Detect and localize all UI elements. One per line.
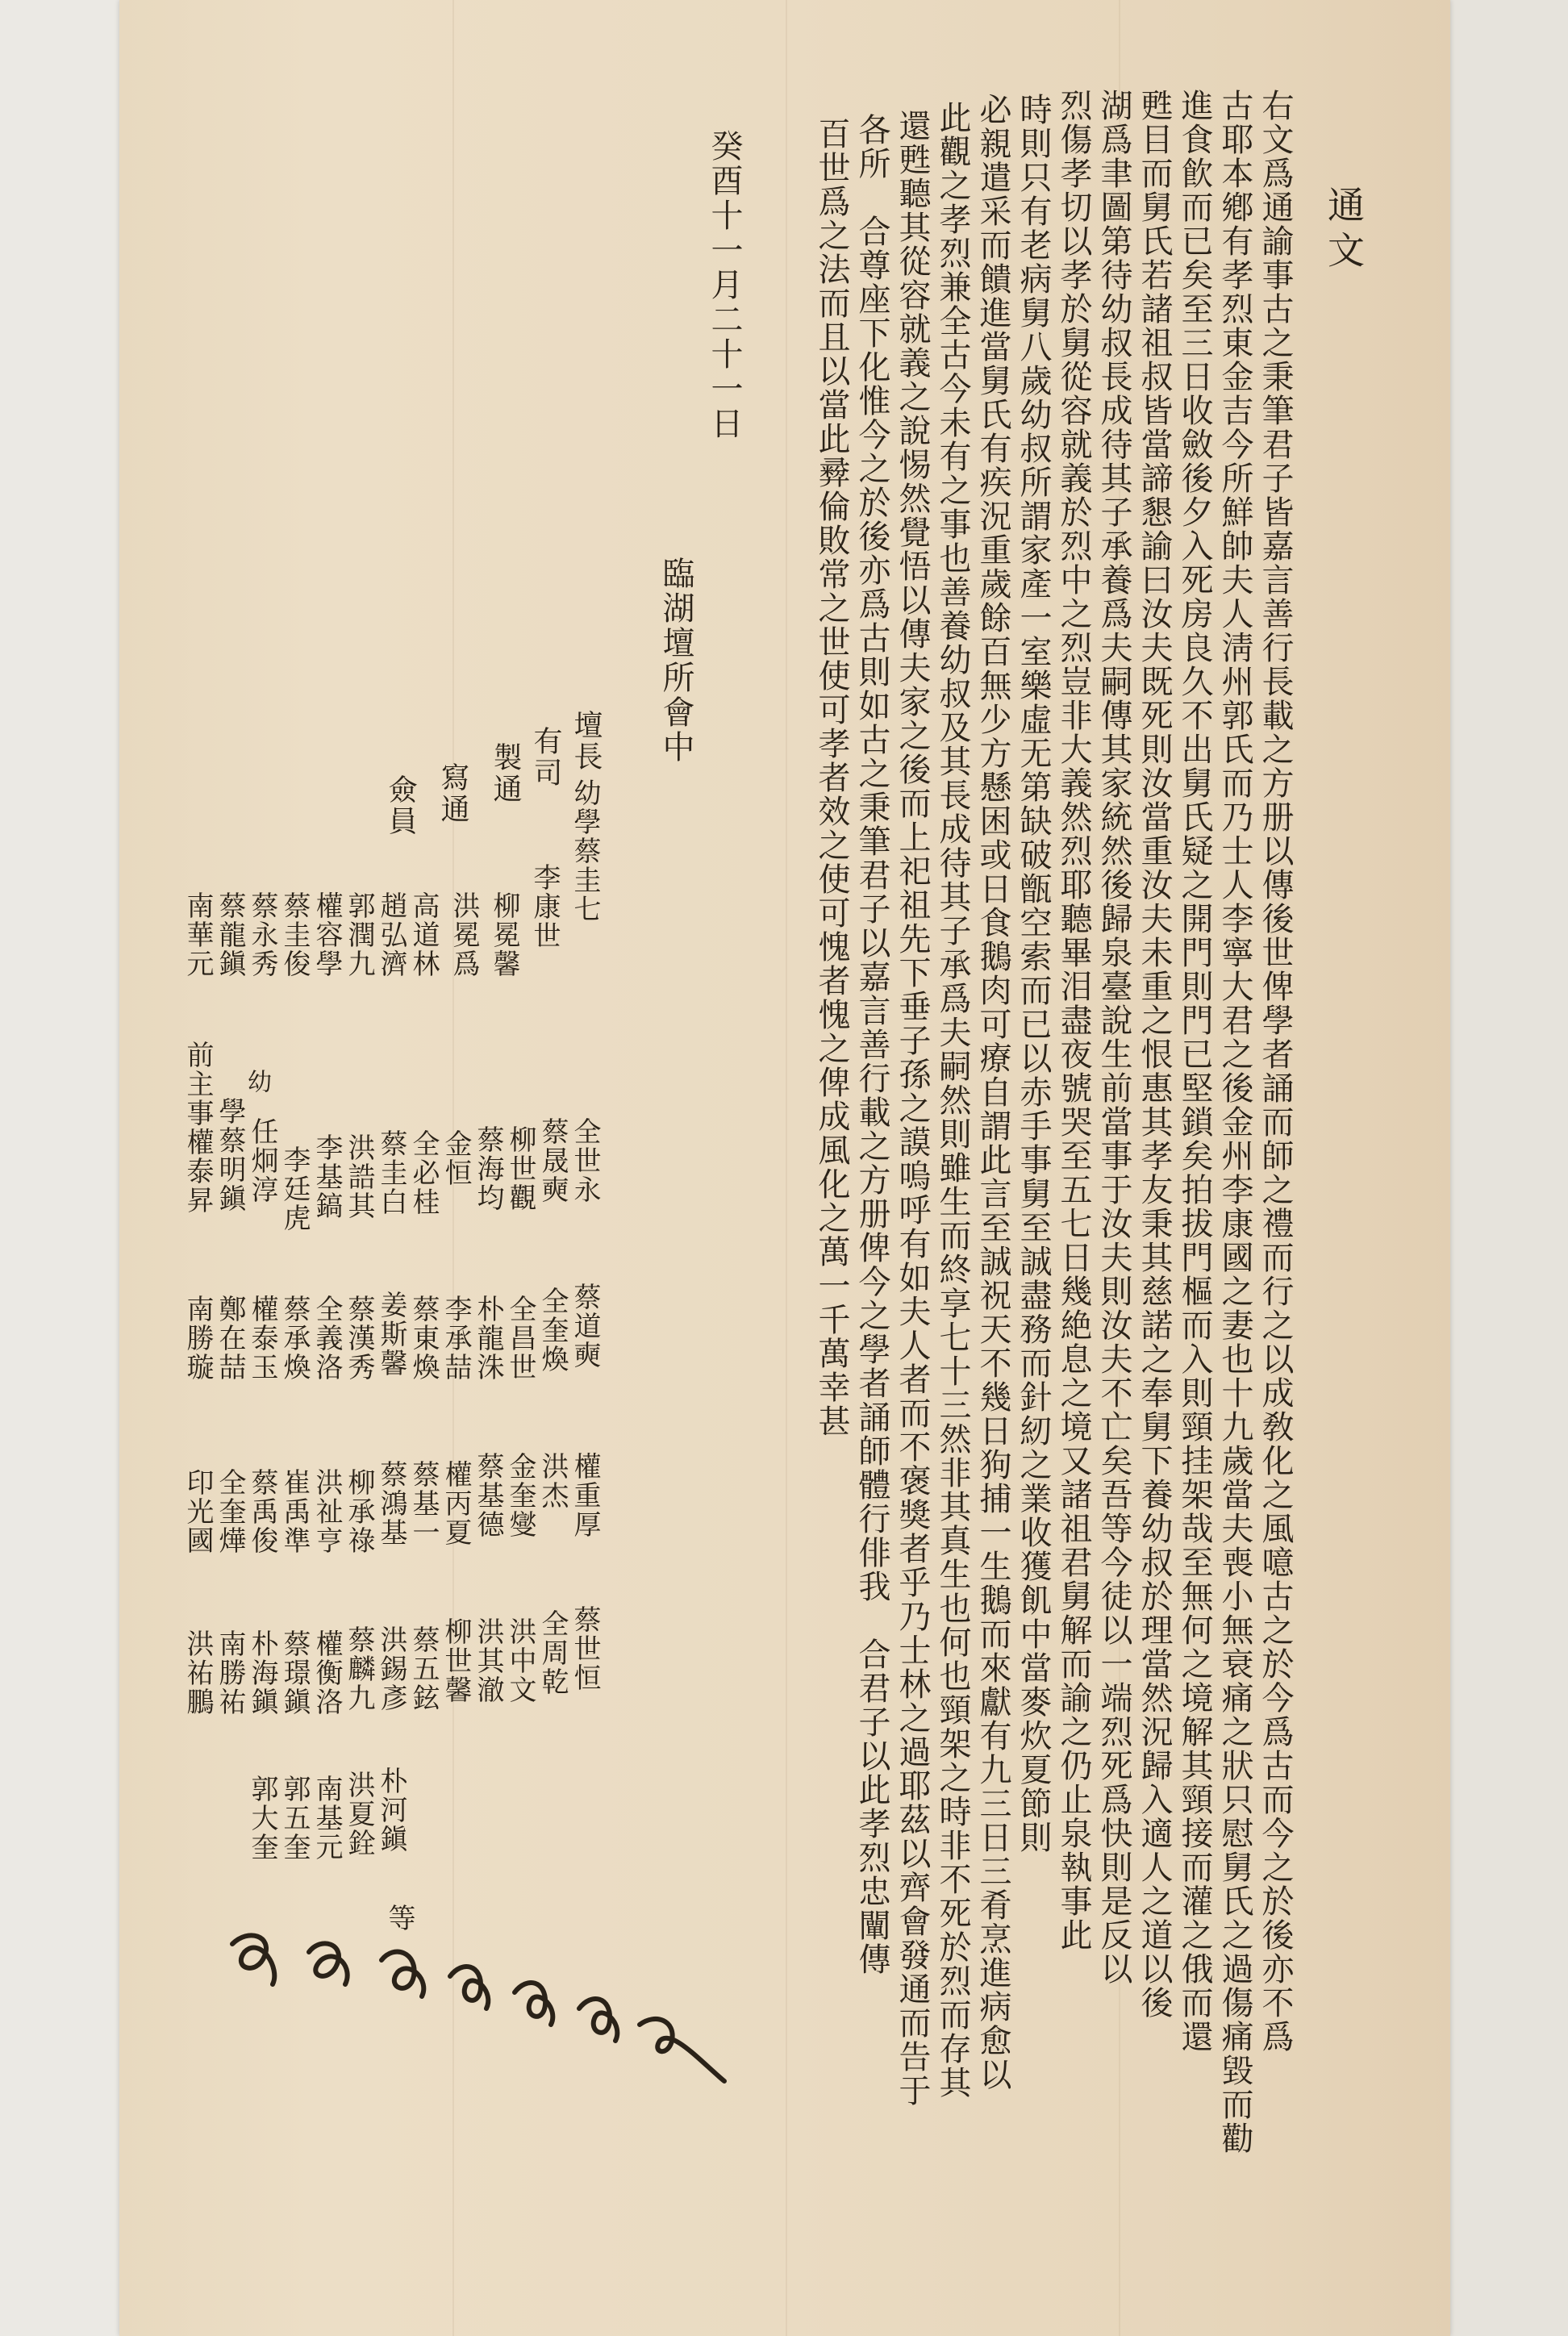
officer-role-members: 僉員 [384,774,417,837]
member-name: 郭潤九 [343,891,375,978]
member-name: 南勝璇 [181,1295,214,1382]
body-column-11: 各所 合尊座下化惟今之於後亦爲古則如古之秉筆君子以嘉言善行載之方册俾今之學者誦師體行俳我 合君子以此孝烈忠闡傳 [853,113,890,1976]
member-name: 蔡道奭 [569,1283,601,1370]
member-name: 全義洛 [311,1295,343,1382]
member-name: 鄭在喆 [214,1295,246,1382]
member-name: 蔡晟奭 [536,1117,569,1204]
member-name: 洪誥其 [343,1133,375,1220]
member-name: 郭大奎 [246,1775,278,1862]
body-column-2: 古耶本鄕有孝烈東金吉今所鮮帥夫人淸州郭氏而乃士人李寧大君之後金州李康國之妻也十九歲當夫喪小無衰痛之狀只慰舅氏之過傷痛毀而勸 [1216,89,1253,2155]
member-title-prefix: 幼 [243,1069,271,1095]
member-name: 蔡五鉉 [407,1625,440,1712]
body-column-3: 進食飮而已矣至三日收斂後夕入死房良久不出舅氏疑之開門則門已堅鎖矣拍拔門樞而入則頸挂架哉至無何之境解其頸接而灌之俄而還 [1176,89,1213,2054]
member-name: 任炯淳 [246,1117,278,1204]
body-column-7: 時則只有老病舅八歲幼叔所謂家產一室樂虛无第缺破甑空索而已以赤手事舅至誠盡務而針紉之業收獲飢中當麥炊夏節則 [1015,93,1052,1854]
member-name: 蔡海均 [472,1125,504,1212]
member-name: 蔡世恒 [569,1605,601,1692]
member-name: 南華元 [181,891,214,978]
body-column-9: 此觀之孝烈兼全古今未有之事也善養幼叔及其長成待其子承爲夫嗣然則雖生而終享七十三然非其真生也何也頸架之時非不死於烈而存其 [934,101,971,2100]
paper-fold [786,0,787,2336]
member-name: 朴龍洙 [472,1295,504,1382]
member-name: 洪夏銓 [343,1771,375,1858]
member-name: 郭五奎 [278,1775,311,1862]
member-name: 權重厚 [569,1452,601,1539]
member-name: 南勝祐 [214,1629,246,1717]
cursive-signature [216,1920,732,2097]
officer-name-members: 高道林 [407,891,440,978]
officer-role-copyist: 寫通 [436,762,469,825]
officer-role-drafter: 製通 [489,742,522,805]
member-name: 蔡承煥 [278,1295,311,1382]
member-name: 蔡鴻基 [375,1460,407,1547]
member-name: 洪其澈 [472,1617,504,1704]
member-name: 全昌世 [504,1295,536,1382]
member-name: 權丙夏 [440,1460,472,1547]
member-name: 全奎煥 [536,1287,569,1374]
officer-name-copyist: 洪冕爲 [448,891,480,978]
member-name: 洪祐鵬 [181,1629,214,1717]
member-name: 柳承祿 [343,1468,375,1555]
body-column-8: 必親遣采而饋進當舅氏有疾況重歲餘百無少方懸困或日食鵝肉可療自謂此言至誠祝天不幾日狗捕一生鵝而來獻有九三日三肴烹進病愈以 [974,93,1011,2092]
officer-name-drafter: 柳冕馨 [488,891,520,978]
officer-role-head: 壇長 [569,710,603,773]
backdrop-left [0,0,121,2336]
member-name: 柳世觀 [504,1125,536,1212]
member-name: 權泰玉 [246,1295,278,1382]
document-paper [119,0,1450,2336]
member-name: 蔡璟鎭 [278,1629,311,1717]
member-name: 全周乾 [536,1609,569,1696]
member-name: 朴海鎭 [246,1629,278,1717]
member-name: 權容學 [311,891,343,978]
member-name: 柳世馨 [440,1617,472,1704]
document-title: 通文 [1322,186,1366,276]
member-name: 蔡圭白 [375,1129,407,1216]
member-name: 洪錫彥 [375,1625,407,1712]
member-name: 蔡圭俊 [278,891,311,978]
member-name: 洪祉亨 [311,1468,343,1555]
member-name: 李基鎬 [311,1133,343,1220]
member-name: 金奎燮 [504,1452,536,1539]
body-column-12: 百世爲之法而且以當此彛倫敗常之世使可孝者效之使可愧者愧之俾成風化之萬一千萬幸甚 [813,117,850,1438]
member-name: 學蔡明鎭 [214,1097,246,1213]
member-name: 全奎燁 [214,1468,246,1555]
issuing-office: 臨湖壇所會中 [657,557,694,765]
member-name: 蔡麟九 [343,1625,375,1712]
member-name: 印光國 [181,1468,214,1555]
member-name: 蔡漢秀 [343,1295,375,1382]
member-name: 崔禹準 [278,1468,311,1555]
member-name: 李承喆 [440,1295,472,1382]
member-name: 權衡洛 [311,1629,343,1717]
member-name: 前主事權泰昇 [181,1041,214,1215]
member-name: 洪中文 [504,1617,536,1704]
officer-role-secretary: 有司 [529,726,562,789]
member-name: 趙弘濟 [375,891,407,978]
document-date: 癸酉十一月二十一日 [706,129,743,441]
member-name: 全世永 [569,1117,601,1204]
backdrop-right [1447,0,1568,2336]
member-name: 蔡基德 [472,1452,504,1539]
body-column-6: 烈傷孝切以孝於舅從容就義於烈中之烈豈非大義然烈耶聽畢泪盡夜號哭至五七日幾絶息之境又諸祖君舅解而諭之仍止泉執事此 [1055,89,1092,1952]
member-name: 南基元 [311,1775,343,1862]
member-name: 蔡龍鎭 [214,891,246,978]
member-name: 蔡禹俊 [246,1468,278,1555]
officer-name-secretary: 李康世 [528,863,561,950]
body-column-5: 湖爲聿圖第待幼叔長成待其子承養爲夫嗣傳其家統然後歸泉臺說生前當事于汝夫則汝夫不亡矣吾等今徒以一端烈死爲快則是反以 [1095,89,1132,1986]
member-name: 李廷虎 [278,1145,311,1233]
body-column-1: 右文爲通諭事古之秉筆君子皆嘉言善行長載之方册以傳後世俾學者誦而師之禮而行之以成敎化之風噫古之於今爲古而今之於後亦不爲 [1257,89,1294,2054]
body-column-10: 還甦聽其從容就義之說惕然覺悟以傳夫家之後而上祀祖先下垂子孫之謨嗚呼有如夫人者而不褒獎者乎乃士林之過耶茲以齊會發通而告于 [894,109,931,2108]
member-name: 全必桂 [407,1129,440,1216]
member-name: 金恒 [440,1129,472,1187]
officer-name-head: 幼學蔡圭七 [569,778,601,924]
member-name: 蔡基一 [407,1460,440,1547]
body-column-4: 甦目而舅氏若諸祖叔皆當諦懇諭曰汝夫既死則汝當重汝夫未重之恨惠其孝友秉其慈諾之奉舅下養幼叔於理當然況歸入適人之道以後 [1136,89,1173,2020]
member-name: 蔡永秀 [246,891,278,978]
list-suffix: 等 [383,1904,415,1933]
member-name: 蔡東煥 [407,1295,440,1382]
member-name: 姜斯馨 [375,1291,407,1378]
member-name: 朴河鎭 [375,1767,407,1854]
member-name: 洪杰 [536,1452,569,1510]
